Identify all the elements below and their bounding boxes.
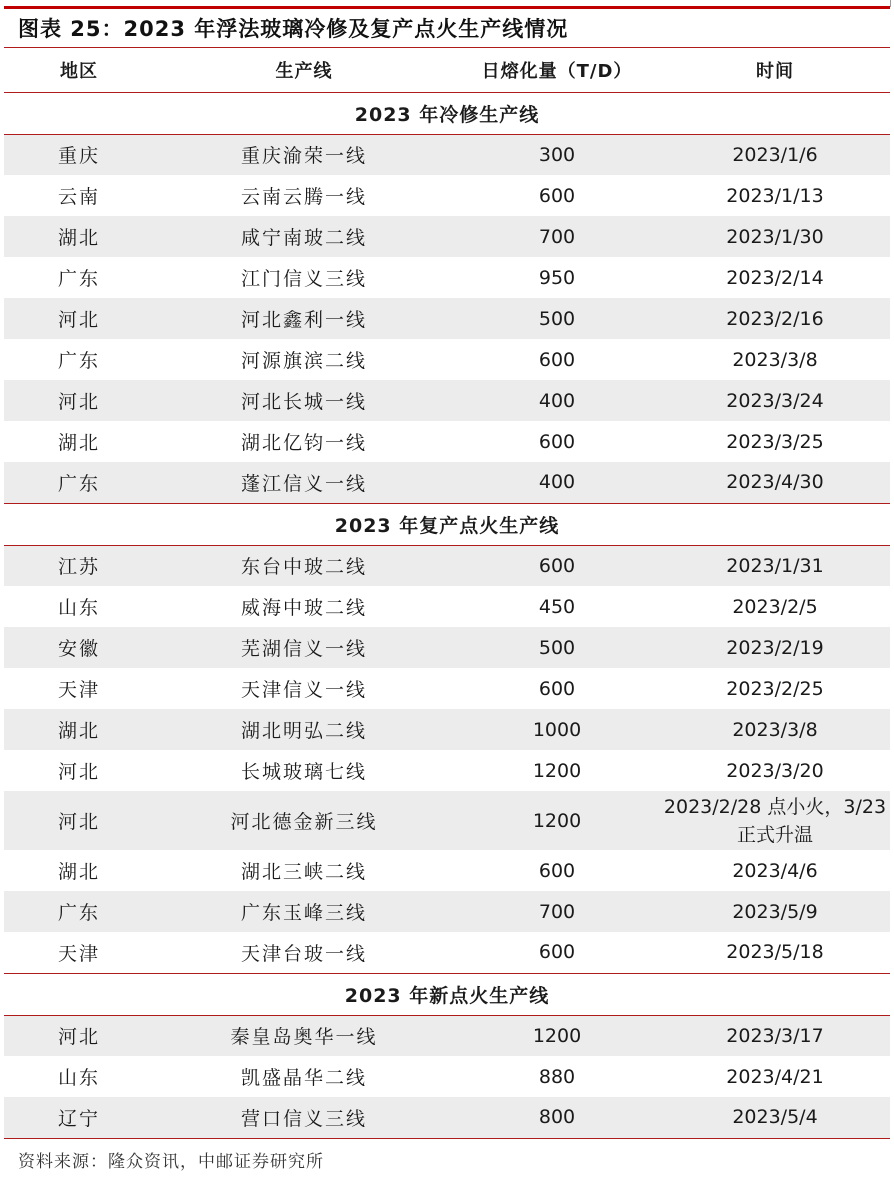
- table-row: [4, 1056, 890, 1097]
- cell-capacity: 1200: [532, 759, 582, 782]
- cell-region: 天津: [57, 679, 100, 701]
- cell-capacity: 600: [538, 430, 576, 453]
- cell-line: 营口信义三线: [154, 1097, 454, 1138]
- cell-time: 2023/2/16: [660, 298, 890, 339]
- cell-time: 2023/2/25: [726, 677, 824, 700]
- cell-line: 凯盛晶华二线: [240, 1067, 367, 1089]
- cell-line: 蓬江信义一线: [154, 462, 454, 503]
- cell-line: 江门信义三线: [240, 268, 367, 290]
- table-row: [4, 380, 890, 421]
- cell-time: 2023/5/18: [660, 932, 890, 973]
- cell-time: 2023/2/19: [660, 627, 890, 668]
- table-row: [4, 891, 890, 932]
- cell-time: 2023/5/9: [660, 891, 890, 932]
- cell-line: 秦皇岛奥华一线: [154, 1015, 454, 1056]
- cell-time: 2023/1/6: [660, 134, 890, 175]
- section-row: [4, 503, 890, 545]
- cell-line: 广东玉峰三线: [154, 891, 454, 932]
- cell-region: 湖北: [4, 216, 154, 257]
- cell-capacity: 600: [454, 932, 660, 973]
- section-title: 2023 年复产点火生产线: [4, 503, 890, 545]
- cell-time: 2023/4/21: [726, 1065, 824, 1088]
- table-row: [4, 586, 890, 627]
- cell-region: 辽宁: [4, 1097, 154, 1138]
- cell-capacity: 800: [454, 1097, 660, 1138]
- source-note: 资料来源：隆众资讯，中邮证券研究所: [18, 1152, 324, 1172]
- cell-line: 威海中玻二线: [240, 597, 367, 619]
- table-body: [4, 92, 890, 1138]
- cell-capacity: 880: [538, 1065, 576, 1088]
- cell-capacity: 500: [454, 298, 660, 339]
- table-row: [4, 850, 890, 891]
- cell-region: 广东: [4, 462, 154, 503]
- cell-region: 广东: [57, 350, 100, 372]
- cell-capacity: 600: [538, 859, 576, 882]
- cell-line: 湖北三峡二线: [240, 861, 367, 883]
- cell-time: 2023/1/31: [660, 545, 890, 586]
- cell-region: 湖北: [4, 709, 154, 750]
- cell-capacity: 400: [454, 380, 660, 421]
- header-region: 地区: [4, 48, 154, 92]
- table-row: [4, 257, 890, 298]
- cell-capacity: 1200: [454, 791, 660, 850]
- cell-capacity: 450: [538, 595, 576, 618]
- cell-time: 2023/3/25: [726, 430, 824, 453]
- cell-line: 东台中玻二线: [154, 545, 454, 586]
- section-row: [4, 92, 890, 134]
- table-row: [4, 1015, 890, 1056]
- table-row: [4, 1097, 890, 1138]
- cell-region: 河北: [4, 298, 154, 339]
- cell-region: 重庆: [4, 134, 154, 175]
- cell-line: 咸宁南玻二线: [154, 216, 454, 257]
- cell-region: 河北: [4, 380, 154, 421]
- cell-line: 河北德金新三线: [154, 791, 454, 850]
- header-time: 时间: [660, 48, 890, 92]
- table-row: [4, 134, 890, 175]
- header-capacity: 日熔化量（T/D）: [454, 48, 660, 92]
- table-row: [4, 750, 890, 791]
- cell-time: 2023/3/20: [726, 759, 824, 782]
- cell-capacity: 600: [538, 677, 576, 700]
- cell-capacity: 600: [538, 348, 576, 371]
- top-red-rule: [4, 6, 890, 9]
- cell-region: 广东: [4, 891, 154, 932]
- table-row: [4, 216, 890, 257]
- cell-capacity: 600: [538, 184, 576, 207]
- cell-region: 湖北: [57, 861, 100, 883]
- cell-region: 山东: [57, 597, 100, 619]
- cell-time: 2023/2/28 点小火，3/23 正式升温: [660, 791, 890, 850]
- corner-mark: [890, 0, 891, 7]
- section-row: [4, 973, 890, 1015]
- cell-time: 2023/4/30: [660, 462, 890, 503]
- table-row: [4, 627, 890, 668]
- header-row: [4, 48, 890, 92]
- cell-line: 天津信义一线: [240, 679, 367, 701]
- cell-line: 芜湖信义一线: [154, 627, 454, 668]
- cell-line: 河北鑫利一线: [154, 298, 454, 339]
- section-title: 2023 年新点火生产线: [4, 973, 890, 1015]
- cell-line: 河源旗滨二线: [240, 350, 367, 372]
- cell-line: 重庆渝荣一线: [154, 134, 454, 175]
- table-row: [4, 709, 890, 750]
- cell-capacity: 500: [454, 627, 660, 668]
- figure-title: 图表 25：2023 年浮法玻璃冷修及复产点火生产线情况: [18, 17, 569, 41]
- cell-time: 2023/4/6: [732, 859, 818, 882]
- cell-capacity: 400: [454, 462, 660, 503]
- cell-region: 河北: [4, 1015, 154, 1056]
- cell-time: 2023/3/17: [660, 1015, 890, 1056]
- table-row: [4, 462, 890, 503]
- cell-region: 河北: [57, 761, 100, 783]
- cell-capacity: 300: [454, 134, 660, 175]
- cell-region: 广东: [57, 268, 100, 290]
- cell-region: 湖北: [57, 432, 100, 454]
- cell-time: 2023/1/30: [660, 216, 890, 257]
- table-row: [4, 545, 890, 586]
- cell-capacity: 700: [454, 216, 660, 257]
- cell-line: 天津台玻一线: [154, 932, 454, 973]
- section-title: 2023 年冷修生产线: [4, 92, 890, 134]
- cell-line: 长城玻璃七线: [240, 761, 367, 783]
- cell-time: 2023/3/8: [660, 709, 890, 750]
- cell-capacity: 600: [454, 545, 660, 586]
- header-line: 生产线: [154, 48, 454, 92]
- table-row: [4, 298, 890, 339]
- cell-line: 湖北明弘二线: [154, 709, 454, 750]
- cell-capacity: 1200: [454, 1015, 660, 1056]
- cell-region: 天津: [4, 932, 154, 973]
- cell-time: 2023/5/4: [660, 1097, 890, 1138]
- cell-line: 河北长城一线: [154, 380, 454, 421]
- cell-region: 安徽: [4, 627, 154, 668]
- cell-time: 2023/3/8: [732, 348, 818, 371]
- table-row: [4, 175, 890, 216]
- cell-time: 2023/1/13: [726, 184, 824, 207]
- cell-line: 云南云腾一线: [240, 186, 367, 208]
- table-row: [4, 668, 890, 709]
- cell-time: 2023/2/5: [732, 595, 818, 618]
- cell-region: 云南: [57, 186, 100, 208]
- cell-time: 2023/2/14: [726, 266, 824, 289]
- cell-capacity: 700: [454, 891, 660, 932]
- cell-time: 2023/3/24: [660, 380, 890, 421]
- cell-region: 河北: [4, 791, 154, 850]
- table-row: [4, 932, 890, 973]
- cell-capacity: 1000: [454, 709, 660, 750]
- cell-line: 湖北亿钧一线: [240, 432, 367, 454]
- table-row: [4, 791, 890, 850]
- production-line-table: [4, 48, 890, 1139]
- table-row: [4, 339, 890, 380]
- table-row: [4, 421, 890, 462]
- cell-region: 山东: [57, 1067, 100, 1089]
- cell-region: 江苏: [4, 545, 154, 586]
- cell-capacity: 950: [538, 266, 576, 289]
